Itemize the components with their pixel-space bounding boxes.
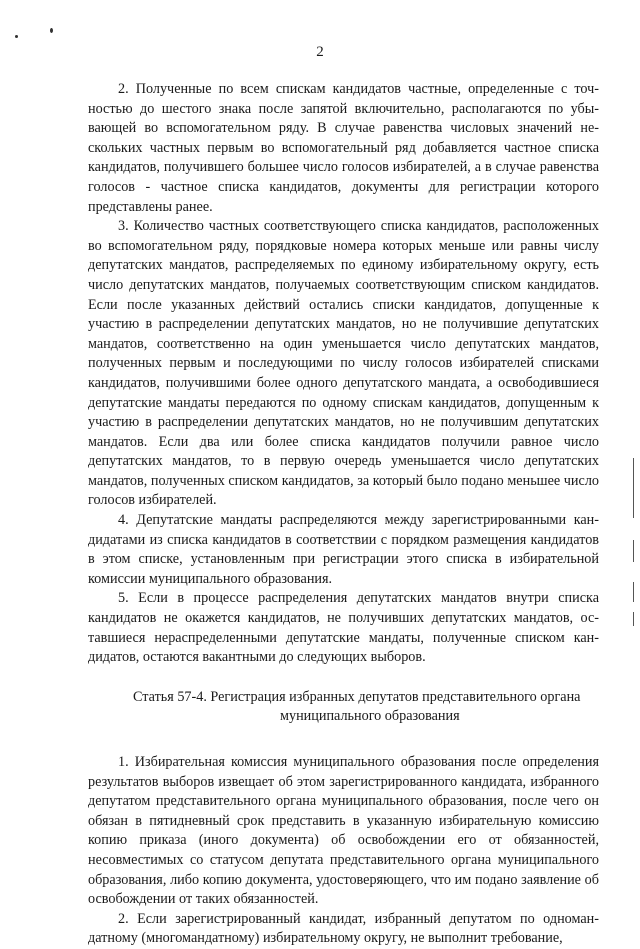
article-heading-line: Статья 57-4. Регистрация избранных депутатов представительного органа (133, 688, 581, 705)
paragraph: 2. Полученные по всем спискам кандидатов частные, определенные с точностью до шестого знака после запятой включительно, располагаются по убывающей во вспомогательном ряду. В случае равенства числовых значений нескольких частных первым во вспомогательный ряд добавляется частное списка кандидатов, получившего большее число голосов избирателей, а в случае равенства голосов - частное списка кандидатов, документы для регистрации которого представлены ранее. (88, 81, 599, 215)
article-heading-line: муниципального образования (280, 708, 460, 725)
scan-edge-mark (633, 458, 634, 518)
paragraph: 1. Избирательная комиссия муниципального образования после определения результатов выборов извещает об этом зарегистрированного кандидата, избранного депутатом представительного органа муниципального образования, после чего он обязан в пятидневный срок представить в указанную избирательную комиссию копию приказа (иного документа) об освобождении его от обязанностей, несовместимых со статусом депутата представительного органа муниципального образования, либо копию документа, удостоверяющего, что им подано заявление об освобождении от таких обязанностей. (88, 754, 599, 908)
scan-speck (15, 35, 18, 38)
page-number: 2 (316, 44, 324, 60)
paragraph: 2. Если зарегистрированный кандидат, избранный депутатом по одномандатному (многомандатному) избирательному округу, не выполнит требование, (88, 910, 599, 947)
article-heading (88, 688, 599, 727)
document-body (88, 80, 599, 949)
paragraph: 5. Если в процессе распределения депутатских мандатов внутри списка кандидатов не окажется кандидатов, не получивших депутатских мандатов, оставшиеся нераспределенными депутатские мандаты, полученные списком кандидатов, остаются вакантными до следующих выборов. (88, 590, 599, 666)
scan-edge-mark (633, 540, 634, 562)
scan-speck (50, 28, 53, 33)
scan-edge-mark (633, 612, 634, 626)
scan-edge-mark (633, 582, 634, 602)
paragraph: 3. Количество частных соответствующего списка кандидатов, расположенных во вспомогательном ряду, порядковые номера которых меньше или равны числу депутатских мандатов, распределяемых по единому избирательному округу, есть число депутатских мандатов, получаемых соответствующим списком кандидатов. Если после указанных действий остались списки кандидатов, допущенные к участию в распределении депутатских мандатов, но не получившие депутатских мандатов, соответственно на один уменьшается число депутатских мандатов, полученных первым и последующими по числу голосов избирателей списками кандидатов, получившими более одного депутатского мандата, а освободившиеся депутатские мандаты передаются по одному спискам кандидатов, допущенным к участию в распределении депутатских мандатов, но не получившим депутатских мандатов. Если два или более списка кандидатов получили равное число депутатских мандатов, то в первую очередь уменьшается число депутатских мандатов, полученных списком кандидатов, за который было подано меньшее число голосов избирателей. (88, 218, 599, 509)
paragraph: 4. Депутатские мандаты распределяются между зарегистрированными кандидатами из списка кандидатов в соответствии с порядком размещения кандидатов в этом списке, установленным при регистрации этого списка в избирательной комиссии муниципального образования. (88, 512, 599, 587)
